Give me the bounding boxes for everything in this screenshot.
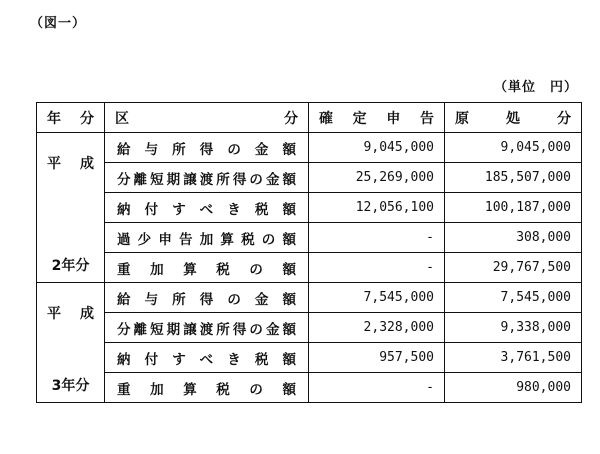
row-original: 3,761,500 [445,343,582,373]
header-item: 区分 [105,103,309,133]
row-item: 重加算税の額 [105,373,309,403]
row-item: 分離短期譲渡所得の金額 [105,163,309,193]
table-row [37,313,582,343]
row-item: 給与所得の金額 [105,133,309,163]
table-row [37,283,582,313]
tax-table [36,102,582,403]
table-row [37,373,582,403]
row-declared: 957,500 [309,343,445,373]
row-item: 納付すべき税額 [105,343,309,373]
table-row [37,253,582,283]
row-declared: - [309,223,445,253]
figure-label: （図一） [30,16,87,31]
table-row [37,343,582,373]
row-declared: 2,328,000 [309,313,445,343]
row-declared: 12,056,100 [309,193,445,223]
row-item: 過少申告加算税の額 [105,223,309,253]
row-original: 185,507,000 [445,163,582,193]
table-row [37,193,582,223]
row-original: 29,767,500 [445,253,582,283]
year-cell-h3 [37,283,105,403]
header-original: 原処分 [445,103,582,133]
row-item: 給与所得の金額 [105,283,309,313]
row-original: 980,000 [445,373,582,403]
row-declared: - [309,253,445,283]
header-year: 年分 [37,103,105,133]
unit-label: （単位 円） [493,80,578,95]
row-item: 重加算税の額 [105,253,309,283]
row-declared: 9,045,000 [309,133,445,163]
table-row [37,163,582,193]
row-original: 100,187,000 [445,193,582,223]
year-label-top: 平成 [47,306,94,322]
row-declared: - [309,373,445,403]
row-item: 納付すべき税額 [105,193,309,223]
row-original: 9,338,000 [445,313,582,343]
year-label-bottom: 3年分 [51,378,90,394]
table-row [37,133,582,163]
year-label-top: 平成 [47,156,94,172]
year-cell-h2 [37,133,105,283]
row-original: 9,045,000 [445,133,582,163]
header-row [37,103,582,133]
row-declared: 25,269,000 [309,163,445,193]
row-original: 7,545,000 [445,283,582,313]
table-row [37,223,582,253]
row-original: 308,000 [445,223,582,253]
row-declared: 7,545,000 [309,283,445,313]
header-declared: 確定申告 [309,103,445,133]
row-item: 分離短期譲渡所得の金額 [105,313,309,343]
year-label-bottom: 2年分 [51,258,90,274]
